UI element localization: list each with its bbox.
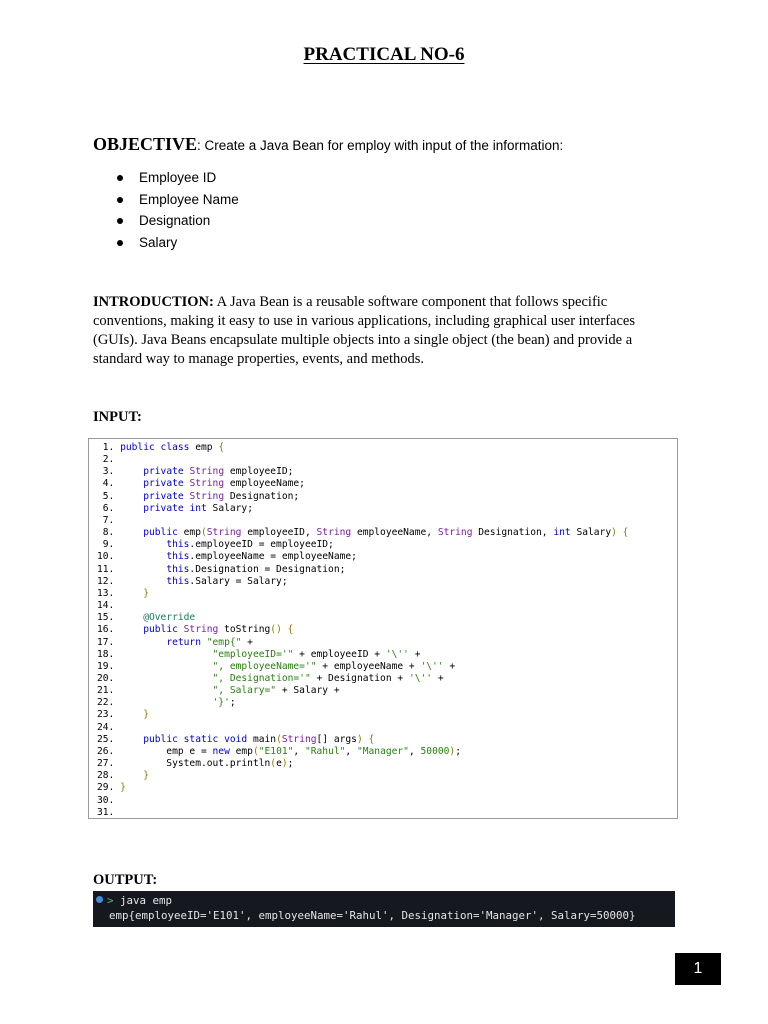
line-number: 9. (97, 539, 115, 551)
code-line (97, 807, 628, 819)
introduction-text: A Java Bean is a reusable software component that follows specific conventions, making it easy to use in various applications, including graphical user interfaces (GUIs). Java Beans encapsulate multiple objects into a single object (the bean) and provide a standard way to manage properties, events, and methods. (93, 294, 635, 367)
code-line (97, 795, 628, 807)
code-line: 9. this.employeeID = employeeID; (97, 539, 334, 551)
code-line (97, 600, 628, 612)
line-number: 28. (97, 770, 115, 782)
line-number: 20. (97, 672, 115, 684)
line-number: 23. (97, 709, 115, 721)
terminal-prompt: > (107, 894, 114, 907)
line-number: 4. (97, 478, 115, 490)
line-number: 22. (97, 697, 115, 709)
code-line: 25. public static void main(String[] args) { (97, 733, 375, 745)
introduction-section (93, 293, 683, 369)
input-label: INPUT: (93, 409, 142, 425)
terminal-command: java emp (113, 894, 173, 907)
line-number: 13. (97, 587, 115, 599)
code-line: 21. ", Salary=" + Salary + (97, 685, 340, 697)
code-line: 22. '}'; (97, 697, 236, 709)
code-line: 1. public class emp { (97, 442, 225, 453)
line-number: 5. (97, 490, 115, 502)
code-line: 15. @Override (97, 612, 196, 624)
code-line: 6. private int Salary; (97, 502, 253, 514)
objective-section (93, 134, 713, 155)
code-line: 19. ", employeeName='" + employeeName + '\'' + (97, 660, 456, 672)
code-line (97, 722, 628, 734)
line-number: 26. (97, 745, 115, 757)
code-line: 5. private String Designation; (97, 490, 300, 502)
line-number: 14. (97, 600, 115, 612)
list-item: Employee Name (117, 189, 239, 211)
introduction-heading: INTRODUCTION: (93, 294, 214, 310)
status-dot-icon (96, 896, 103, 903)
code-line: 8. public emp(String employeeID, String employeeName, String Designation, int Salary) { (97, 527, 629, 539)
code-line: 17. return "emp{" + (97, 636, 253, 648)
line-number: 21. (97, 685, 115, 697)
line-number: 10. (97, 551, 115, 563)
objective-text: : Create a Java Bean for employ with input of the information: (197, 138, 564, 153)
code-line: 16. public String toString() { (97, 624, 294, 636)
line-number: 31. (97, 806, 115, 818)
line-number: 3. (97, 466, 115, 478)
objective-list (117, 167, 239, 253)
page-number: 1 (675, 953, 721, 985)
code-line: 3. private String employeeID; (97, 466, 294, 478)
code-block (88, 438, 678, 819)
terminal-output (93, 891, 675, 927)
code-line: 13. } (97, 587, 149, 599)
code-line: 27. System.out.println(e); (97, 758, 294, 770)
line-number: 11. (97, 563, 115, 575)
code-line: 4. private String employeeName; (97, 478, 305, 490)
list-item: Salary (117, 232, 239, 254)
code-line: 12. this.Salary = Salary; (97, 575, 288, 587)
line-number: 7. (97, 514, 115, 526)
line-number: 27. (97, 758, 115, 770)
line-number: 17. (97, 636, 115, 648)
code-line: 26. emp e = new emp("E101", "Rahul", "Manager", 50000); (97, 745, 461, 757)
line-number: 8. (97, 527, 115, 539)
line-number: 15. (97, 612, 115, 624)
page-title: PRACTICAL NO-6 (303, 44, 465, 65)
line-number: 25. (97, 733, 115, 745)
code-listing (97, 442, 628, 819)
code-line (97, 454, 628, 466)
line-number: 2. (97, 454, 115, 466)
code-line: 23. } (97, 709, 149, 721)
line-number: 16. (97, 624, 115, 636)
line-number: 1. (97, 442, 115, 453)
line-number: 30. (97, 794, 115, 806)
objective-heading: OBJECTIVE (93, 134, 198, 154)
code-line: 18. "employeeID='" + employeeID + '\'' + (97, 648, 421, 660)
line-number: 18. (97, 648, 115, 660)
line-number: 12. (97, 575, 115, 587)
list-item: Designation (117, 210, 239, 232)
output-label: OUTPUT: (93, 872, 158, 888)
code-line: 20. ", Designation='" + Designation + '\'' + (97, 672, 444, 684)
code-line: 10. this.employeeName = employeeName; (97, 551, 357, 563)
line-number: 19. (97, 660, 115, 672)
line-number: 6. (97, 502, 115, 514)
terminal-output-line: emp{employeeID='E101', employeeName='Rahul', Designation='Manager', Salary=50000} (109, 908, 636, 922)
line-number: 24. (97, 721, 115, 733)
code-line: 29. } (97, 782, 126, 794)
list-item: Employee ID (117, 167, 239, 189)
code-line: 11. this.Designation = Designation; (97, 563, 346, 575)
code-line (97, 515, 628, 527)
line-number: 29. (97, 782, 115, 794)
code-line: 28. } (97, 770, 149, 782)
